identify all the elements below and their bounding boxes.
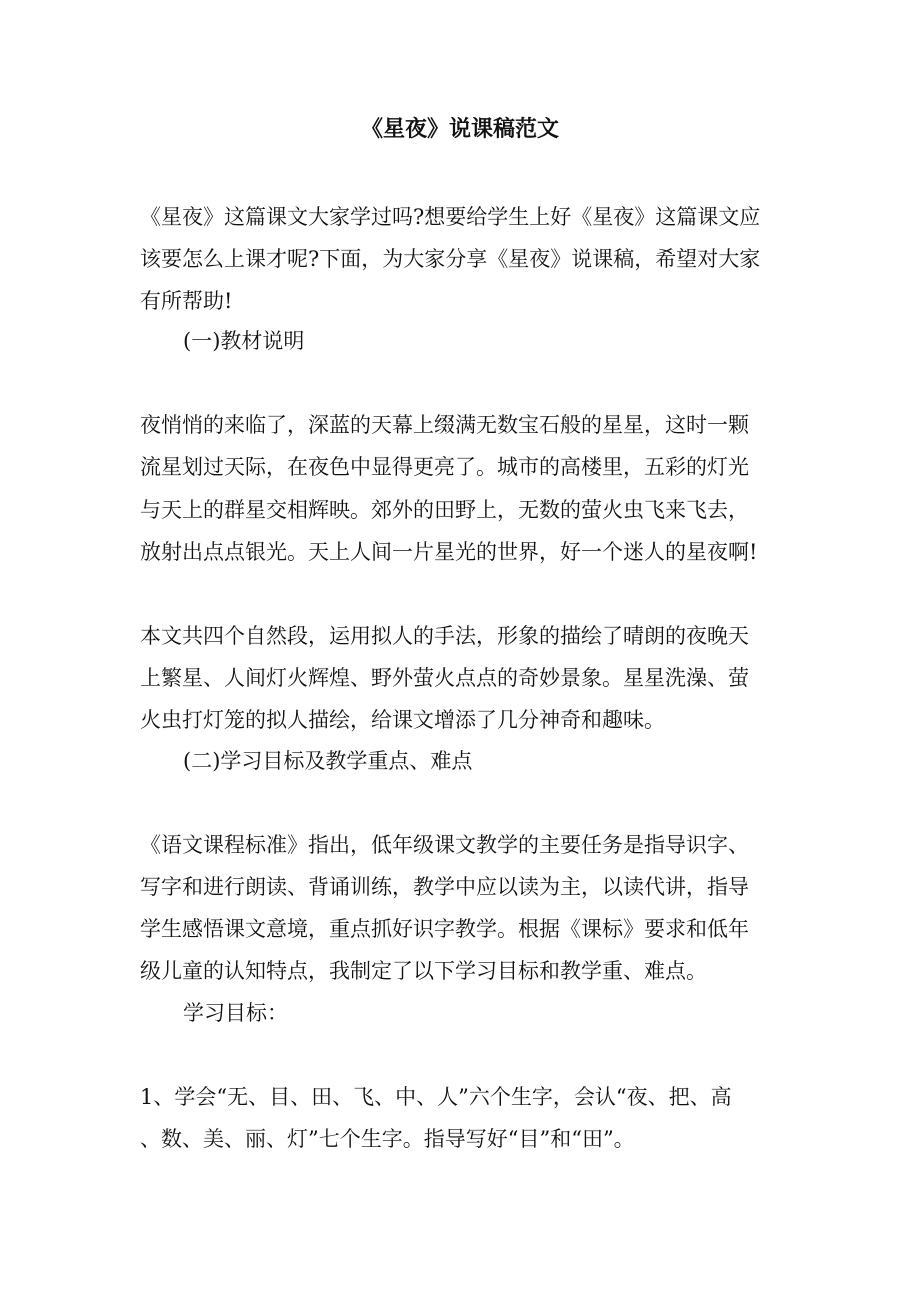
standards-line-1: 《语文课程标准》指出，低年级课文教学的主要任务是指导识字、: [140, 833, 749, 857]
analysis-line-2: 上繁星、人间灯火辉煌、野外萤火点点的奇妙景象。星星洗澡、萤: [140, 666, 749, 690]
passage-line-2: 流星划过天际，在夜色中显得更亮了。城市的高楼里，五彩的灯光: [140, 455, 749, 479]
standards-line-3: 学生感悟课文意境，重点抓好识字教学。根据《课标》要求和低年: [140, 917, 749, 941]
passage-line-1: 夜悄悄的来临了，深蓝的天幕上缀满无数宝石般的星星，这时一颗: [140, 413, 749, 437]
analysis-line-1: 本文共四个自然段，运用拟人的手法，形象的描绘了晴朗的夜晚天: [140, 624, 749, 648]
goal-1-line-2: 、数、美、丽、灯”七个生字。指导写好“目”和“田”。: [140, 1127, 635, 1151]
section-heading-materials: (一)教材说明: [183, 329, 305, 353]
learning-goals-heading: 学习目标：: [183, 1001, 288, 1025]
passage-line-3: 与天上的群星交相辉映。郊外的田野上，无数的萤火虫飞来飞去，: [140, 498, 749, 522]
standards-line-2: 写字和进行朗读、背诵训练，教学中应以读为主，以读代讲，指导: [140, 875, 749, 899]
section-heading-goals: (二)学习目标及教学重点、难点: [183, 749, 473, 773]
passage-line-4: 放射出点点银光。天上人间一片星光的世界，好一个迷人的星夜啊!: [140, 540, 758, 564]
intro-line-2: 该要怎么上课才呢?下面，为大家分享《星夜》说课稿，希望对大家: [140, 247, 761, 271]
goal-1-line-1: 1、学会“无、目、田、飞、中、人”六个生字，会认“夜、把、高: [140, 1085, 732, 1109]
standards-line-4: 级儿童的认知特点，我制定了以下学习目标和教学重、难点。: [140, 959, 707, 983]
page-title: 《星夜》说课稿范文: [360, 116, 559, 142]
intro-line-1: 《星夜》这篇课文大家学过吗?想要给学生上好《星夜》这篇课文应: [140, 205, 761, 229]
analysis-line-3: 火虫打灯笼的拟人描绘，给课文增添了几分神奇和趣味。: [140, 708, 665, 732]
intro-line-3: 有所帮助!: [140, 289, 233, 313]
